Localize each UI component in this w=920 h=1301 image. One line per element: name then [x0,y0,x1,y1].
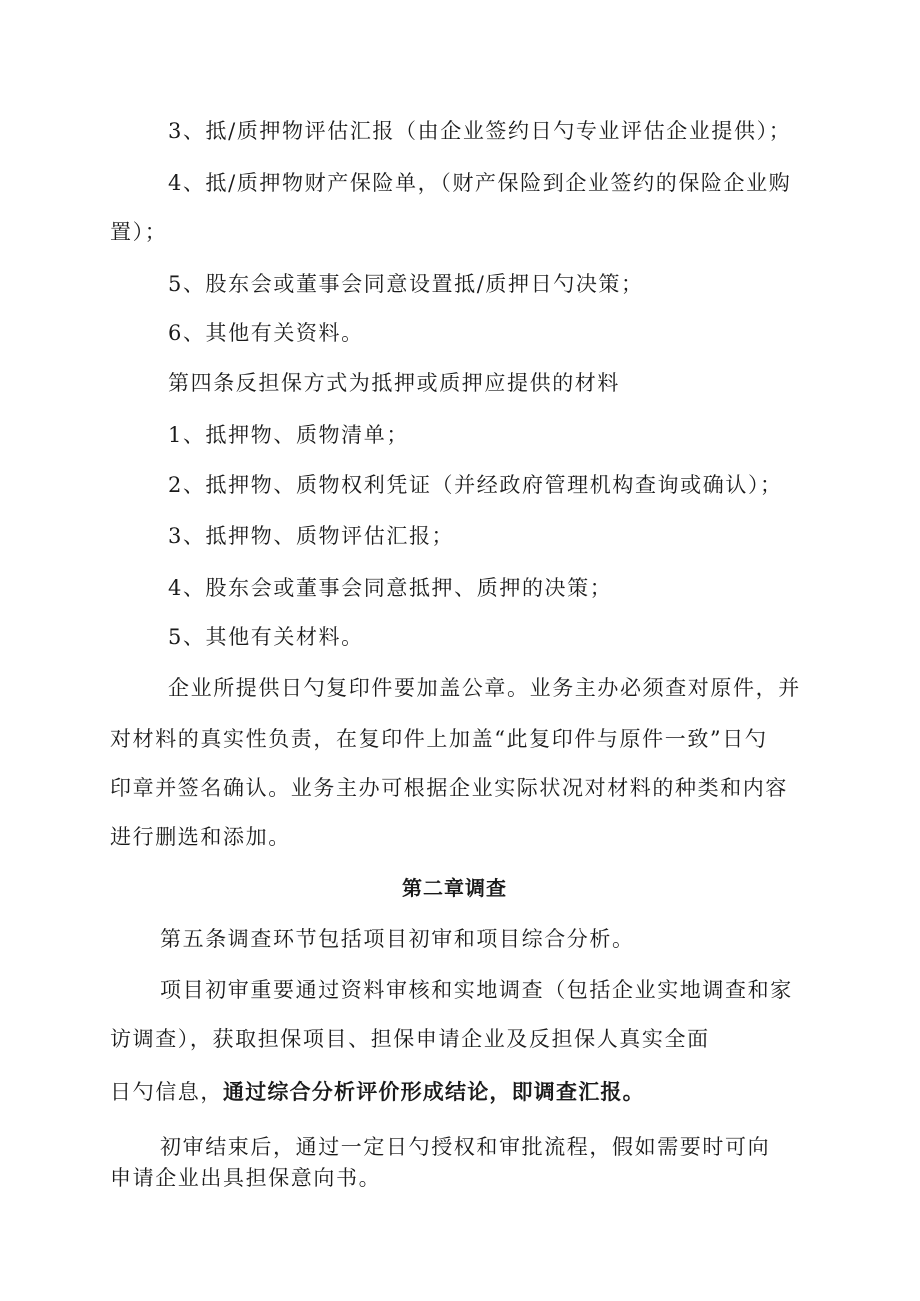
item-3-valuation-report: 3、抵/质押物评估汇报（由企业签约日勺专业评估企业提供）； [168,119,792,143]
note-line-3: 印章并签名确认。业务主办可根据企业实际状况对材料的种类和内容 [110,776,788,800]
article-5: 第五条调查环节包括项目初审和项目综合分析。 [160,927,635,951]
paragraph-1-line-1: 项目初审重要通过资料审核和实地调查（包括企业实地调查和家 [160,978,793,1002]
article-4-list-item: 4、股东会或董事会同意抵押、质押的决策； [168,576,613,600]
paragraph-1-conclusion-bold: 通过综合分析评价形成结论，即调查汇报。 [223,1080,645,1104]
article-4-list-item: 3、抵押物、质物评估汇报； [168,524,455,548]
article-4-list-item: 5、其他有关材料。 [168,625,364,649]
chapter-2-heading: 第二章调查 [402,876,507,900]
paragraph-1-line-3-normal: 日勺信息， [110,1080,223,1104]
article-4-title: 第四条反担保方式为抵押或质押应提供的材料 [168,371,620,395]
item-6-other: 6、其他有关资料。 [168,321,364,345]
item-4-insurance-line-2: 置）； [110,220,168,244]
paragraph-1-line-3 [110,1078,645,1106]
item-4-insurance-line-1: 4、抵/质押物财产保险单，（财产保险到企业签约的保险企业购 [168,171,792,195]
paragraph-2-line-1: 初审结束后，通过一定日勺授权和审批流程，假如需要时可向 [160,1135,771,1159]
article-4-list-item: 1、抵押物、质物清单； [168,423,409,447]
paragraph-1-line-2: 访调查），获取担保项目、担保申请企业及反担保人真实全面 [110,1027,710,1051]
item-5-decision: 5、股东会或董事会同意设置抵/质押日勺决策； [168,272,644,296]
article-4-list-item: 2、抵押物、质物权利凭证（并经政府管理机构查询或确认）； [168,473,783,497]
note-line-1: 企业所提供日勺复印件要加盖公章。业务主办必须查对原件，并 [168,676,801,700]
paragraph-2-line-2: 申请企业出具担保意向书。 [110,1166,382,1190]
note-line-4: 进行删选和添加。 [110,825,291,849]
note-line-2: 对材料的真实性负责，在复印件上加盖“此复印件与原件一致”日勺 [110,727,768,751]
